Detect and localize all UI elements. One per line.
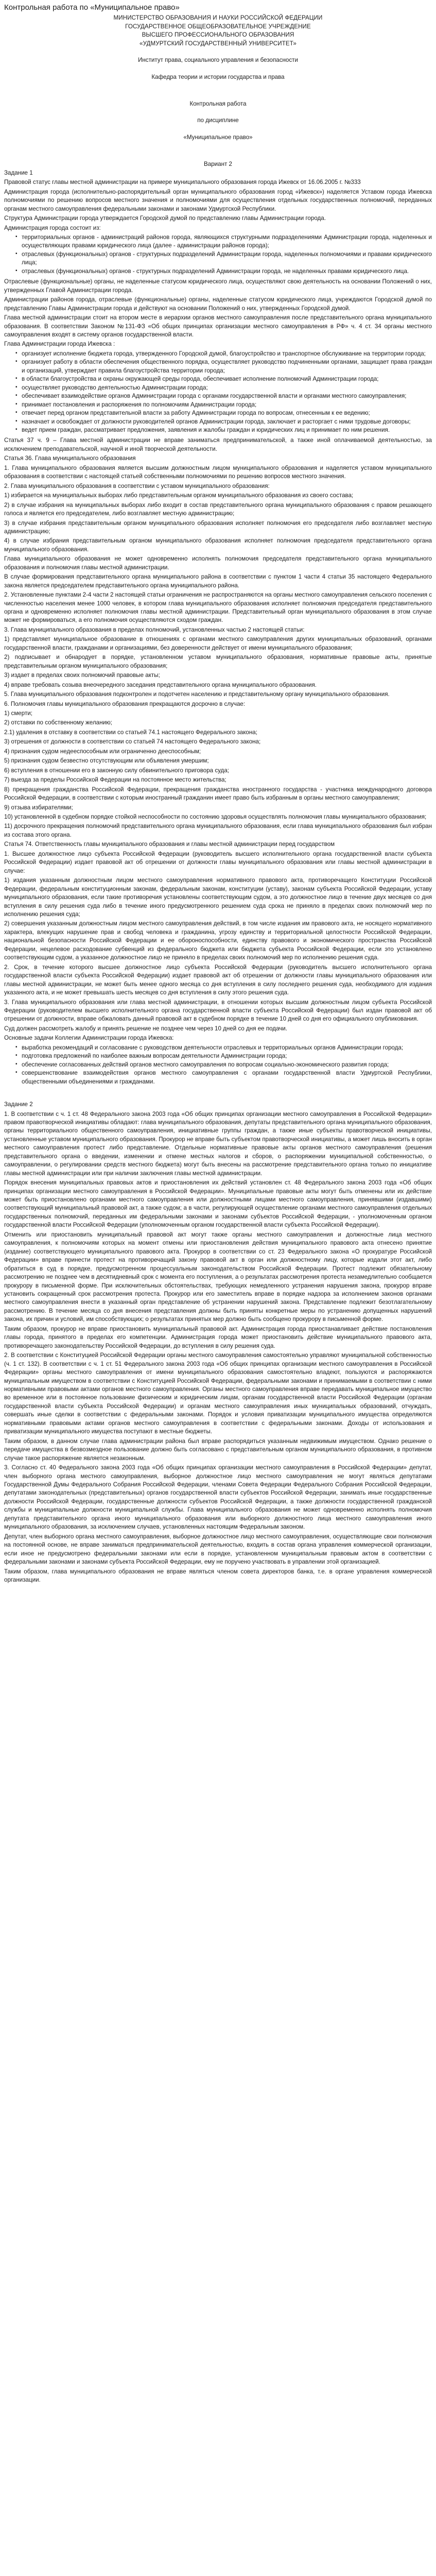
paragraph: Депутат, член выборного органа местного самоуправления, выборное должностное лицо местного самоуправления, осуществляющие свои полномочия на постоянной основе, не вправе заниматься предпринимательской деятельностью, входить в состав органа управления коммерческой организации, если иное не предусмотрено федеральными законами или если в порядке, установленном муниципальным правовым актом в соответствии с федеральными законами и законами субъекта Российской Федерации, ему не поручено участвовать в управлении этой организацией. (4, 1533, 432, 1566)
paragraph: 2) отставки по собственному желанию; (4, 719, 112, 726)
list-item: ▪ территориальных органов - администраций районов города, являющихся структурными подразделениями Администрации города, наделенных и осуществляющих правами юридического лица (далее - администрации районов города); (15, 233, 432, 250)
paragraph: 6) вступления в отношении его в законную силу обвинительного приговора суда; (4, 767, 229, 774)
paragraph: 3) издает в пределах своих полномочий правовые акты; (4, 672, 160, 679)
paragraph: Порядок внесения муниципальных правовых актов и приостановления их действий установлен ст. 48 Федерального закона 2003 года «Об общих принципах организации местного самоуправления в Российской Федерации». Муниципальные правовые акты могут быть отменены или их действие может быть приостановлено органами местного самоуправления или должностными лицами местного самоуправления, принявшими (издавшими) соответствующий муниципальный правовой акт, а также судом; а в части, регулирующей осуществление органами местного самоуправления отдельных государственных полномочий, переданных им федеральными законами и законами субъектов Российской Федерации, - уполномоченным органом государственной власти Российской Федерации (уполномоченным органом государственной власти субъекта Российской Федерации). (4, 1179, 432, 1229)
paragraph: 4) вправе требовать созыва внеочередного заседания представительного органа муниципального образования. (4, 681, 317, 688)
task1-intro: Правовой статус главы местной администрации на примере муниципального образования города Ижевск от 16.06.2005 г. №333 (4, 179, 361, 186)
paragraph: 1. Высшее должностное лицо субъекта Российской Федерации (руководитель высшего исполнительного органа государственной власти субъекта Российской Федерации) издает правовой акт об отрешении от должности главы муниципального образования или главы местной администрации в случае: (4, 850, 432, 874)
paragraph: Глава муниципального образования не может одновременно исполнять полномочия председателя представительного органа муниципального образования и полномочия главы местной администрации. (4, 555, 432, 571)
paragraph: Статья 74. Ответственность главы муниципального образования и главы местной администрации перед государством (4, 841, 335, 848)
list-item: ▪ принимает постановления и распоряжения по полномочиям Администрации города; (15, 401, 432, 409)
paragraph: 3. Согласно ст. 40 Федерального закона 2003 года «Об общих принципах организации местного самоуправления в Российской Федерации» депутат, член выборного органа местного самоуправления, выборное должностное лицо местного самоуправления не могут являться депутатами Государственной Думы Федерального Собрания Российской Федерации, членами Совета Федерации Федерального Собрания Российской Федерации, депутатами законодательных (представительных) органов государственной власти субъектов Российской Федерации, занимать иные государственные должности Российской Федерации, государственные должности субъектов Российской Федерации, а также должности государственной гражданской службы и муниципальные должности муниципальной службы. Глава муниципального образования не может одновременно исполнять полномочия депутата представительного органа иного муниципального образования или выборного должностного лица местного самоуправления иного муниципального образования, за исключением случаев, установленных настоящим Федеральным законом. (4, 1464, 432, 1531)
paragraph: 2. Установленные пунктами 2-4 части 2 настоящей статьи ограничения не распространяются на органы местного самоуправления сельского поселения с численностью населения менее 1000 человек, в котором глава муниципального образования исполняет полномочия председателя представительного органа и одновременно исполняет полномочия главы местной администрации. Представительный орган муниципального образования в этом случае может не формироваться, а его полномочия осуществляются сходом граждан. (4, 591, 432, 624)
paragraph: Структура Администрации города утверждается Городской думой по представлению главы Администрации города. (4, 215, 326, 222)
list-item: ▪ обеспечивает взаимодействие органов Администрации города с органами государственной власти и органами местного самоуправления; (15, 392, 432, 400)
paragraph: Таким образом, в данном случае глава администрации района был вправе распорядиться указанным недвижимым имуществом. Однако решение о передаче имущества в безвозмездное пользование должно быть согласовано с представительным органом муниципального образования, в противном случае такое распоряжение является незаконным. (4, 1437, 432, 1462)
paragraph: 2. Срок, в течение которого высшее должностное лицо субъекта Российской Федерации (руководитель высшего исполнительного органа государственной власти субъекта Российской Федерации) издает правовой акт об отрешении от должности главы муниципального образования или главы местной администрации, не может быть менее одного месяца со дня вступления в силу последнего решения суда, необходимого для издания указанного акта, и не может превышать шесть месяцев со дня вступления в силу этого решения суда. (4, 963, 432, 996)
paragraph: Администрация города (исполнительно-распорядительный орган муниципального образования город «Ижевск») наделяется Уставом города Ижевска полномочиями по решению вопросов местного значения и полномочиями для осуществления отдельных государственных полномочий, переданных органам местного самоуправления федеральными законами и законами Удмуртской Республики. (4, 188, 432, 212)
paragraph: 3. Глава муниципального образования в пределах полномочий, установленных частью 2 настоящей статьи: (4, 626, 305, 633)
paragraph: Администрация города состоит из: (4, 224, 101, 231)
list-item: ▪ ведет прием граждан, рассматривает предложения, заявления и жалобы граждан и юридических лиц и принимает по ним решения. (15, 426, 432, 434)
list-item: ▪ выработка рекомендаций и согласование с руководством деятельности отраслевых и территориальных органов Администрации города; (15, 1044, 432, 1052)
task1-heading: Задание 1 (4, 169, 33, 176)
list-item: ▪ организует работу в области обеспечения общественного порядка, осуществляет руководство подчиненными органами, защищает права граждан и организаций, утверждает правила благоустройства территории города; (15, 358, 432, 375)
paragraph: 2) в случае избрания на муниципальных выборах либо входит в состав представительного органа муниципального образования с правом решающего голоса и является его председателем, либо возглавляет местную администрацию; (4, 501, 432, 517)
task2-heading: Задание 2 (4, 1101, 33, 1108)
list-item: ▪ отвечает перед органом представительной власти за работу Администрации города по вопросам, отнесенным к ее ведению; (15, 409, 432, 417)
header-line: МИНИСТЕРСТВО ОБРАЗОВАНИЯ И НАУКИ РОССИЙСКОЙ ФЕДЕРАЦИИ (113, 14, 323, 22)
paragraph: 2) подписывает и обнародует в порядке, установленном уставом муниципального образования, нормативные правовые акты, принятые представительным органом муниципального образования; (4, 654, 432, 669)
list-item: ▪ обеспечение согласованных действий органов местного самоуправления по вопросам социально-экономического развития города; (15, 1061, 432, 1069)
head-duties-list (15, 350, 432, 435)
paragraph: 3. Глава муниципального образования или глава местной администрации, в отношении которых высшим должностным лицом субъекта Российской Федерации (руководителем высшего исполнительного органа государственной власти субъекта Российской Федерации) был издан правовой акт об отрешении от должности, вправе обжаловать данный правовой акт в судебном порядке в течение 10 дней со дня его официального опубликования. (4, 998, 432, 1023)
header-line: ВЫСШЕГО ПРОФЕССИОНАЛЬНОГО ОБРАЗОВАНИЯ (142, 31, 294, 39)
paragraph: Таким образом, прокурор не вправе приостановить муниципальный правовой акт. Администрация города приостанавливает действие постановления главы города, принятого в пределах его компетенции. Администрация города может приостановить действие муниципального правового акта, противоречащего законодательству Российской Федерации, до вступления в силу решения суда. (4, 1325, 432, 1349)
institute-name: Институт права, социального управления и безопасности (138, 57, 298, 64)
paragraph: 7) выезда за пределы Российской Федерации на постоянное место жительства; (4, 776, 226, 784)
paragraph: Таким образом, глава муниципального образования не вправе являться членом совета директоров банка, т.е. в органе управления коммерческой организации. (4, 1568, 432, 1583)
paragraph: 2. Глава муниципального образования в соответствии с уставом муниципального образования: (4, 482, 270, 489)
header-line: ГОСУДАРСТВЕННОЕ ОБЩЕОБРАЗОВАТЕЛЬНОЕ УЧРЕЖДЕНИЕ (125, 23, 311, 30)
paragraph: Отраслевые (функциональные) органы, не наделенные статусом юридического лица, осуществляют свою деятельность на основании Положений о них, утвержденных Главой Администрации города. (4, 278, 432, 294)
paragraph: 2. В соответствии с Конституцией Российской Федерации органы местного самоуправления самостоятельно управляют муниципальной собственностью (ч. 1 ст. 132). В соответствии с ч. 1 ст. 51 Федерального закона 2003 года «Об общих принципах организации местного самоуправления в Российской Федерации» органы местного самоуправления от имени муниципального образования самостоятельно владеют, пользуются и распоряжаются муниципальным имуществом в соответствии с Конституцией Российской Федерации, федеральными законами и принимаемыми в соответствии с ними нормативными правовыми актами органов местного самоуправления. Органы местного самоуправления вправе передавать муниципальное имущество во временное или в постоянное пользование физическим и юридическим лицам, органам государственной власти Российской Федерации (органам государственной власти субъекта Российской Федерации) и органам местного самоуправления иных муниципальных образований, отчуждать, совершать иные сделки в соответствии с федеральными законами. Порядок и условия приватизации муниципального имущества определяются нормативными правовыми актами органов местного самоуправления в соответствии с федеральными законами. Доходы от использования и приватизации муниципального имущества поступают в местные бюджеты. (4, 1352, 432, 1435)
institution-header (4, 14, 432, 48)
task2-paragraphs (4, 1110, 432, 1585)
department-name: Кафедра теории и истории государства и права (151, 73, 285, 80)
paragraph: 5. Глава муниципального образования подконтролен и подотчетен населению и представительному органу муниципального образования. (4, 691, 390, 698)
paragraph: 4) признания судом недееспособным или ограниченно дееспособным; (4, 748, 201, 755)
collegium-tasks-list (15, 1044, 432, 1086)
paragraph: Статья 37 ч. 9 – Глава местной администрации не вправе заниматься предпринимательской, а также иной оплачиваемой деятельностью, за исключением преподавательской, научной и иной творческой деятельности. (4, 437, 432, 452)
paragraph: 2.1) удаления в отставку в соответствии со статьей 74.1 настоящего Федерального закона; (4, 728, 257, 736)
paragraph: 1. В соответствии с ч. 1 ст. 48 Федерального закона 2003 года «Об общих принципах организации местного самоуправления в Российской Федерации» правом правотворческой инициативы обладают: глава муниципального образования, депутаты представительного органа муниципального образования, органы территориального общественного самоуправления, инициативные группы граждан, а также иные субъекты правотворческой инициативы, установленные уставом муниципального образования. Прокурор не вправе быть субъектом правотворческой инициативы, а может лишь вносить в орган местного самоуправления протест либо представление. Отдельные нормативные правовые акты органов местного самоуправления (решения представительного органа о введении, изменении и отмене местных налогов и сборов, о распоряжении муниципальной собственностью, о самоуправлении, о регулировании средств местного бюджета) могут быть внесены на рассмотрение представительного органа только по инициативе главы местной администрации или при наличии заключения главы местной администрации. (4, 1110, 432, 1177)
paragraph: 4) в случае избрания представительным органом муниципального образования исполняет полномочия председателя представительного органа муниципального образования. (4, 537, 432, 553)
paragraph: Отменить или приостановить муниципальный правовой акт могут также органы местного самоуправления и должностные лица местного самоуправления, к полномочиям которых на момент отмены или приостановления действия муниципального правового акта отнесено принятие (издание) соответствующего муниципального правового акта. Прокурор в соответствии со ст. 23 Федерального закона «О прокуратуре Российской Федерации» вправе принести протест на противоречащий закону правовой акт в орган или должностному лицу, которые издали этот акт, либо обратиться в суд в порядке, предусмотренном процессуальным законодательством Российской Федерации. Протест подлежит обязательному рассмотрению не позднее чем в десятидневный срок с момента его поступления, а о результатах рассмотрения протеста незамедлительно сообщается прокурору в письменной форме. При исключительных обстоятельствах, требующих немедленного устранения нарушения закона, прокурор вправе установить сокращенный срок рассмотрения протеста. Прокурор или его заместитель вправе в порядке надзора за исполнением законов органами местного самоуправления внести в указанный орган представление об устранении нарушений закона. Представление подлежит безотлагательному рассмотрению. В течение месяца со дня внесения представления должны быть приняты конкретные меры по устранению допущенных нарушений закона, их причин и условий, им способствующих; о результатах принятых мер должно быть сообщено прокурору в письменной форме. (4, 1231, 432, 1323)
task1-paragraphs-b (4, 278, 432, 349)
work-type: Контрольная работа (189, 100, 247, 108)
paragraph: Основные задачи Коллегии Администрации города Ижевска: (4, 1035, 174, 1042)
paragraph: 9) отзыва избирателями; (4, 804, 73, 811)
paragraph: 11) досрочного прекращения полномочий представительного органа муниципального образования, если глава муниципального образования был избран из состава этого органа. (4, 823, 432, 838)
list-item: ▪ организует исполнение бюджета города, утвержденного Городской думой, благоустройство и транспортное обслуживание на территории города; (15, 350, 432, 358)
document-title: Контрольная работа по «Муниципальное право» (4, 3, 180, 12)
discipline-name: «Муниципальное право» (183, 133, 253, 141)
paragraph: 3) в случае избрания представительным органом муниципального образования исполняет полномочия его председателя либо возглавляет местную администрацию; (4, 519, 432, 535)
task1-paragraphs-a (4, 188, 432, 232)
paragraph: Глава Администрации города Ижевска : (4, 341, 115, 348)
paragraph: 1) избирается на муниципальных выборах либо представительным органом муниципального образования из своего состава; (4, 492, 354, 499)
variant-label: Вариант 2 (204, 161, 232, 168)
paragraph: 8) прекращения гражданства Российской Федерации, прекращения гражданства иностранного государства - участника международного договора Российской Федерации, в соответствии с которым иностранный гражданин имеет право быть избранным в органы местного самоуправления; (4, 786, 432, 802)
paragraph: Статья 36. Глава муниципального образования (4, 455, 136, 462)
paragraph: Администрации районов города, отраслевые (функциональные) органы, наделенные статусом юридического лица, учреждаются Городской думой по представлению Главы Администрации города и действуют на основании Положений о них, утвержденных Городской думой. (4, 296, 432, 312)
discipline-label: по дисциплине (197, 117, 239, 124)
list-item: ▪ в области благоустройства и охраны окружающей среды города, обеспечивает исполнение полномочий Администрации города; (15, 375, 432, 383)
paragraph: 3) отрешения от должности в соответствии со статьей 74 настоящего Федерального закона; (4, 738, 261, 745)
list-item: ▪ отраслевых (функциональных) органов - структурных подразделений Администрации города, наделенных полномочиями и правами юридического лица; (15, 250, 432, 267)
paragraph: Глава местной администрации стоит на втором месте в иерархии органов местного самоуправления после представительного органа муниципального образования. В соответствии Законом №131-ФЗ «Об общих принципах организации местного самоуправления в РФ» ч. 4 ст. 34 органы местного самоуправления входят в систему органов государственной власти. (4, 314, 432, 338)
paragraph: 5) признания судом безвестно отсутствующим или объявления умершим; (4, 757, 209, 765)
list-item: ▪ отраслевых (функциональных) органов - структурных подразделений Администрации города, не наделенных правами юридического лица. (15, 267, 432, 276)
administration-structure-list (15, 233, 432, 276)
paragraph: 1) представляет муниципальное образование в отношениях с органами местного самоуправления других муниципальных образований, органами государственной власти, гражданами и организациями, без доверенности действует от имени муниципального образования; (4, 636, 432, 651)
paragraph: В случае формирования представительного органа муниципального района в соответствии с пунктом 1 части 4 статьи 35 настоящего Федерального закона является председателем представительного органа муниципального района. (4, 573, 432, 589)
paragraph: 6. Полномочия главы муниципального образования прекращаются досрочно в случае: (4, 700, 246, 707)
list-item: ▪ совершенствование взаимодействия органов местного самоуправления с органами государственной власти Удмуртской Республики, общественными объединениями и гражданами. (15, 1069, 432, 1086)
list-item: ▪ назначает и освобождает от должности руководителей органов Администрации города, заключает и расторгает с ними трудовые договоры; (15, 418, 432, 426)
task1-paragraphs-c (4, 436, 432, 1042)
header-line: «УДМУРТСКИЙ ГОСУДАРСТВЕННЫЙ УНИВЕРСИТЕТ» (139, 40, 297, 47)
paragraph: 1. Глава муниципального образования является высшим должностным лицом муниципального образования и наделяется уставом муниципального образования в соответствии с настоящей статьей собственными полномочиями по решению вопросов местного значения. (4, 464, 432, 480)
list-item: ▪ осуществляет руководство деятельностью Администрации города; (15, 384, 432, 392)
paragraph: 10) установленной в судебном порядке стойкой неспособности по состоянию здоровья осуществлять полномочия главы муниципального образования; (4, 814, 427, 820)
paragraph: Суд должен рассмотреть жалобу и принять решение не позднее чем через 10 дней со дня ее подачи. (4, 1025, 287, 1032)
list-item: ▪ подготовка предложений по наиболее важным вопросам деятельности Администрации города; (15, 1052, 432, 1060)
paragraph: 1) смерти; (4, 710, 32, 717)
paragraph: 2) совершения указанным должностным лицом местного самоуправления действий, в том числе издания им правового акта, не носящего нормативного характера, влекущих нарушение прав и свобод человека и гражданина, угрозу единству и территориальной целостности Российской Федерации, национальной безопасности Российской Федерации и ее обороноспособности, единству правового и экономического пространства Российской Федерации, нецелевое расходование субвенций из федерального бюджета или бюджета субъекта Российской Федерации, если это установлено соответствующим судом, а указанное должностное лицо не приняло в пределах своих полномочий мер по исполнению решения суда. (4, 920, 432, 961)
paragraph: 1) издания указанным должностным лицом местного самоуправления нормативного правового акта, противоречащего Конституции Российской Федерации, федеральным конституционным законам, федеральным законам, конституции (уставу), законам субъекта Российской Федерации, уставу муниципального образования, если такие противоречия установлены соответствующим судом, а это должностное лицо в течение двух месяцев со дня вступления в силу решения суда либо в течение иного предусмотренного решением суда срока не приняло в пределах своих полномочий мер по исполнению решения суда; (4, 877, 432, 918)
